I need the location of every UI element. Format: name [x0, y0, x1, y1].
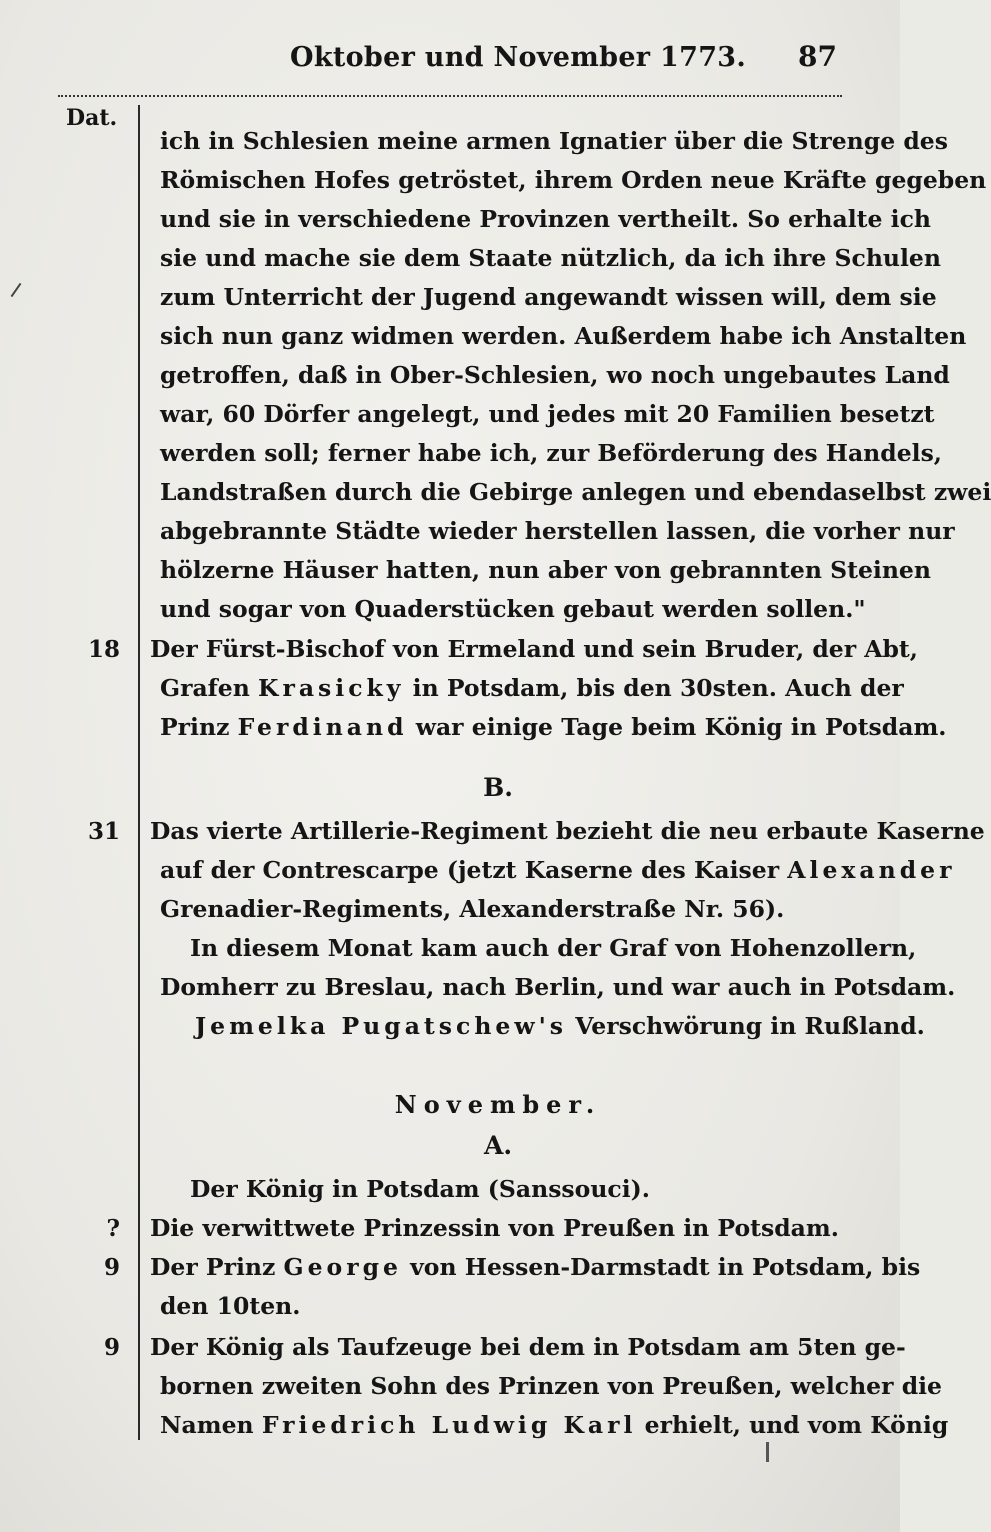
text-line: Der König als Taufzeuge bei dem in Potsdam am 5ten ge-: [150, 1333, 906, 1361]
text-line: Der Fürst-Bischof von Ermeland und sein Bruder, der Abt,: [150, 635, 918, 663]
text-line: Die verwittwete Prinzessin von Preußen in Potsdam.: [150, 1214, 839, 1242]
text-line-mixed: [160, 856, 956, 884]
text-line: bornen zweiten Sohn des Prinzen von Preußen, welcher die: [160, 1372, 943, 1400]
text-line: Landstraßen durch die Gebirge anlegen und ebendaselbst zwei: [160, 478, 991, 506]
text-fragment: Der Prinz: [150, 1253, 276, 1281]
text-line: Grenadier-Regiments, Alexanderstraße Nr. 56).: [160, 895, 785, 923]
text-fragment: erhielt, und vom König: [644, 1411, 949, 1439]
text-line: Domherr zu Breslau, nach Berlin, und war auch in Potsdam.: [160, 973, 956, 1001]
text-line-mixed: [195, 1012, 925, 1040]
text-line-mixed: [160, 1411, 949, 1439]
text-line: Das vierte Artillerie-Regiment bezieht die neu erbaute Kaserne: [150, 817, 985, 845]
entry-date: 9: [103, 1254, 120, 1281]
entry-date: 18: [87, 636, 120, 663]
date-column-label: Dat.: [66, 105, 118, 131]
section-heading-a: A.: [483, 1131, 513, 1160]
text-fragment: in Potsdam, bis den 30sten. Auch der: [412, 674, 904, 702]
column-divider: [138, 105, 140, 1440]
margin-mark: [11, 283, 22, 297]
text-line: hölzerne Häuser hatten, nun aber von gebrannten Steinen: [160, 556, 931, 584]
text-fragment: Namen: [160, 1411, 254, 1439]
entry-date: 9: [103, 1334, 120, 1361]
text-line: abgebrannte Städte wieder herstellen lassen, die vorher nur: [160, 517, 955, 545]
text-fragment: Prinz: [160, 713, 230, 741]
text-line: Der König in Potsdam (Sanssouci).: [190, 1175, 650, 1203]
spaced-name: George: [283, 1253, 402, 1281]
text-line: getroffen, daß in Ober-Schlesien, wo noch ungebautes Land: [160, 361, 950, 389]
section-heading-b: B.: [483, 773, 513, 802]
text-fragment: Grafen: [160, 674, 250, 702]
text-line-mixed: [160, 713, 947, 741]
spaced-name: Ferdinand: [237, 713, 408, 741]
text-fragment: war einige Tage beim König in Potsdam.: [415, 713, 947, 741]
spaced-name: Friedrich Ludwig Karl: [261, 1411, 637, 1439]
spaced-name: Jemelka Pugatschew's: [195, 1012, 568, 1040]
text-line: zum Unterricht der Jugend angewandt wissen will, dem sie: [160, 283, 937, 311]
running-header: Oktober und November 1773.: [290, 42, 747, 73]
spaced-name: Krasicky: [258, 674, 405, 702]
scan-mark: [766, 1442, 769, 1462]
text-line: ich in Schlesien meine armen Ignatier über die Strenge des: [160, 127, 948, 155]
text-line-mixed: [150, 1253, 921, 1281]
text-line: Römischen Hofes getröstet, ihrem Orden neue Kräfte gegeben: [160, 166, 987, 194]
spaced-name: Alexander: [787, 856, 956, 884]
text-line: sie und mache sie dem Staate nützlich, da ich ihre Schulen: [160, 244, 941, 272]
page-number: 87: [798, 40, 837, 73]
text-line: werden soll; ferner habe ich, zur Beförderung des Handels,: [160, 439, 942, 467]
month-heading: November.: [394, 1090, 602, 1119]
text-line: war, 60 Dörfer angelegt, und jedes mit 20 Familien besetzt: [160, 400, 935, 428]
text-line: und sie in verschiedene Provinzen vertheilt. So erhalte ich: [160, 205, 931, 233]
text-line-mixed: [160, 674, 904, 702]
text-line: den 10ten.: [160, 1292, 301, 1320]
text-line: In diesem Monat kam auch der Graf von Hohenzollern,: [190, 934, 917, 962]
text-fragment: auf der Contrescarpe (jetzt Kaserne des Kaiser: [160, 856, 780, 884]
text-fragment: von Hessen-Darmstadt in Potsdam, bis: [410, 1253, 921, 1281]
entry-date: 31: [87, 818, 120, 845]
entry-date: ?: [106, 1215, 120, 1242]
header-rule: [58, 95, 842, 97]
text-line: und sogar von Quaderstücken gebaut werden sollen.": [160, 595, 866, 623]
text-line: sich nun ganz widmen werden. Außerdem habe ich Anstalten: [160, 322, 967, 350]
text-fragment: Verschwörung in Rußland.: [575, 1012, 925, 1040]
